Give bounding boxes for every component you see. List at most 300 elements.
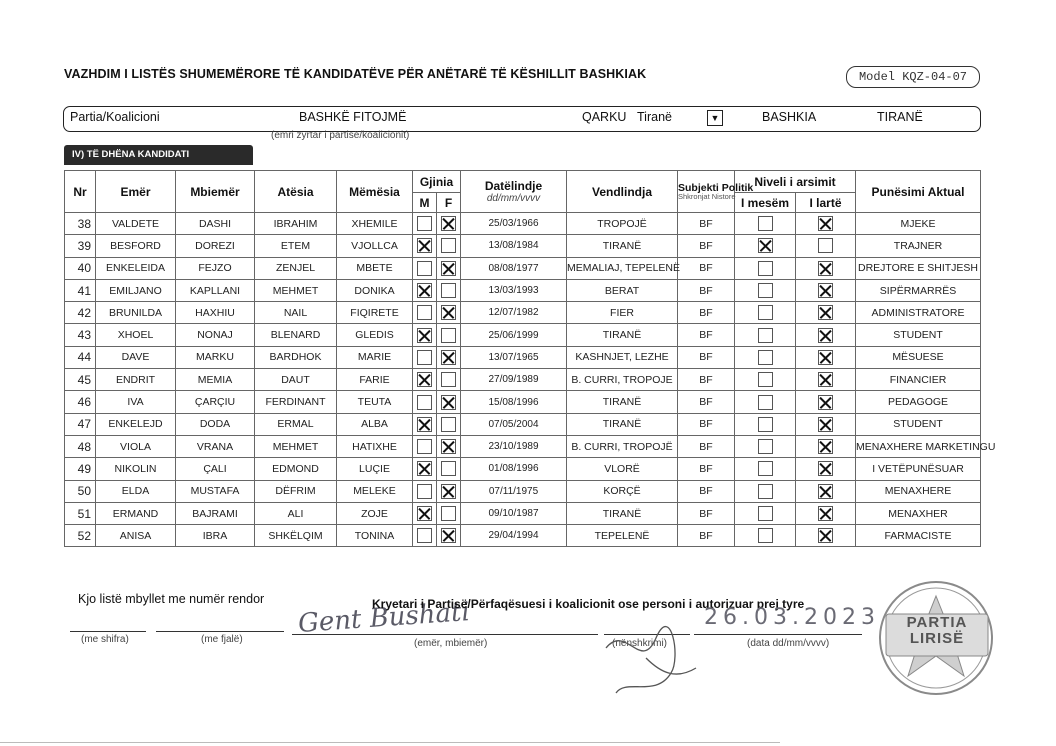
table-row [65, 502, 981, 524]
col-nr: Nr [65, 171, 96, 213]
checkbox[interactable] [758, 461, 773, 476]
cell-gender-f [437, 502, 461, 524]
cell-nr: 43 [65, 324, 96, 346]
cell-atesia: NAIL [255, 302, 337, 324]
cell-edu-larte [796, 257, 856, 279]
cell-dob: 07/11/1975 [461, 480, 567, 502]
cell-edu-larte [796, 413, 856, 435]
cell-mbiemer: MARKU [176, 346, 255, 368]
bottom-rule [0, 742, 780, 743]
date-format: dd/mm/vvvv [486, 193, 541, 204]
col-atesia: Atësia [255, 171, 337, 213]
cell-memesia: ALBA [337, 413, 413, 435]
cell-punesimi: PEDAGOGE [856, 391, 981, 413]
checkbox[interactable] [417, 372, 432, 387]
checkbox[interactable] [417, 506, 432, 521]
cell-edu-larte [796, 502, 856, 524]
cell-punesimi: MENAXHER [856, 502, 981, 524]
cell-gender-m [413, 369, 437, 391]
cell-punesimi: TRAJNER [856, 235, 981, 257]
cell-nr: 47 [65, 413, 96, 435]
checkbox[interactable] [441, 328, 456, 343]
table-row [65, 369, 981, 391]
checkbox[interactable] [818, 283, 833, 298]
col-larte: I lartë [796, 193, 856, 213]
checkbox[interactable] [818, 328, 833, 343]
cell-edu-mesem [735, 324, 796, 346]
cell-mbiemer: ÇARÇIU [176, 391, 255, 413]
checkbox[interactable] [441, 283, 456, 298]
checkbox[interactable] [818, 238, 833, 253]
cell-atesia: ERMAL [255, 413, 337, 435]
cell-nr: 50 [65, 480, 96, 502]
cell-vendlindja: VLORË [567, 458, 678, 480]
cell-nr: 38 [65, 213, 96, 235]
cell-atesia: IBRAHIM [255, 213, 337, 235]
cell-edu-mesem [735, 213, 796, 235]
col-emer: Emër [96, 171, 176, 213]
cell-mbiemer: DODA [176, 413, 255, 435]
cell-edu-mesem [735, 346, 796, 368]
checkbox[interactable] [758, 528, 773, 543]
cell-emer: ENKELEJD [96, 413, 176, 435]
checkbox[interactable] [441, 417, 456, 432]
cell-gender-f [437, 480, 461, 502]
cell-gender-f [437, 525, 461, 547]
cell-punesimi: MENAXHERE MARKETINGU [856, 435, 981, 457]
subjekti-label: Subjekti Politik [678, 181, 754, 194]
handwritten-date: 26.03.2023 [704, 605, 880, 630]
cell-vendlindja: B. CURRI, TROPOJË [567, 435, 678, 457]
checkbox[interactable] [758, 417, 773, 432]
cell-dob: 13/03/1993 [461, 279, 567, 301]
checkbox[interactable] [818, 261, 833, 276]
table-row [65, 391, 981, 413]
cell-mbiemer: FEJZO [176, 257, 255, 279]
bashkia-label: BASHKIA [762, 110, 817, 124]
checkbox[interactable] [758, 261, 773, 276]
cell-subjekti: BF [678, 324, 735, 346]
checkbox[interactable] [818, 439, 833, 454]
cell-vendlindja: FIER [567, 302, 678, 324]
cell-vendlindja: TEPELENË [567, 525, 678, 547]
cell-edu-larte [796, 525, 856, 547]
table-row [65, 213, 981, 235]
checkbox[interactable] [818, 417, 833, 432]
qarku-label: QARKU [582, 110, 627, 124]
cell-edu-larte [796, 369, 856, 391]
cell-subjekti: BF [678, 213, 735, 235]
cell-edu-mesem [735, 391, 796, 413]
cell-subjekti: BF [678, 525, 735, 547]
checkbox[interactable] [441, 216, 456, 231]
cell-gender-m [413, 346, 437, 368]
cell-edu-mesem [735, 480, 796, 502]
cell-mbiemer: VRANA [176, 435, 255, 457]
table-row [65, 279, 981, 301]
cell-gender-f [437, 324, 461, 346]
checkbox[interactable] [758, 305, 773, 320]
cell-atesia: ETEM [255, 235, 337, 257]
cell-atesia: DAUT [255, 369, 337, 391]
checkbox[interactable] [417, 395, 432, 410]
cell-atesia: EDMOND [255, 458, 337, 480]
checkbox[interactable] [818, 216, 833, 231]
checkbox[interactable] [417, 484, 432, 499]
cell-emer: NIKOLIN [96, 458, 176, 480]
cell-nr: 40 [65, 257, 96, 279]
checkbox[interactable] [758, 328, 773, 343]
checkbox[interactable] [417, 439, 432, 454]
cell-dob: 01/08/1996 [461, 458, 567, 480]
cell-edu-mesem [735, 435, 796, 457]
table-row [65, 480, 981, 502]
cell-dob: 09/10/1987 [461, 502, 567, 524]
datelindje-label: Datëlindje [484, 179, 543, 193]
cell-edu-larte [796, 235, 856, 257]
cell-edu-larte [796, 213, 856, 235]
table-row [65, 435, 981, 457]
cell-punesimi: SIPËRMARRËS [856, 279, 981, 301]
dropdown-icon[interactable]: ▼ [707, 110, 723, 126]
cell-gender-f [437, 346, 461, 368]
cell-subjekti: BF [678, 413, 735, 435]
cell-gender-m [413, 279, 437, 301]
document-title: VAZHDIM I LISTËS SHUMEMËRORE TË KANDIDATËVE PËR ANËTARË TË KËSHILLIT BASHKIAK [64, 67, 647, 81]
cell-vendlindja: TIRANË [567, 502, 678, 524]
cell-punesimi: MJEKE [856, 213, 981, 235]
cell-gender-f [437, 369, 461, 391]
name-label: (emër, mbiemër) [414, 638, 488, 649]
cell-emer: XHOEL [96, 324, 176, 346]
cell-punesimi: STUDENT [856, 413, 981, 435]
cell-atesia: ZENJEL [255, 257, 337, 279]
cell-emer: BESFORD [96, 235, 176, 257]
cell-gender-m [413, 480, 437, 502]
cell-subjekti: BF [678, 346, 735, 368]
cell-gender-m [413, 413, 437, 435]
cell-atesia: MEHMET [255, 279, 337, 301]
checkbox[interactable] [441, 395, 456, 410]
cell-memesia: FIQIRETE [337, 302, 413, 324]
checkbox[interactable] [441, 528, 456, 543]
col-punesimi: Punësimi Aktual [856, 171, 981, 213]
cell-punesimi: FARMACISTE [856, 525, 981, 547]
table-row [65, 525, 981, 547]
checkbox[interactable] [417, 528, 432, 543]
cell-emer: VIOLA [96, 435, 176, 457]
cell-mbiemer: BAJRAMI [176, 502, 255, 524]
cell-atesia: FERDINANT [255, 391, 337, 413]
cell-punesimi: MËSUESE [856, 346, 981, 368]
col-subjekti [678, 171, 754, 213]
cell-gender-m [413, 235, 437, 257]
cell-edu-mesem [735, 525, 796, 547]
cell-emer: VALDETE [96, 213, 176, 235]
col-f: F [437, 193, 461, 213]
table-row [65, 257, 981, 279]
cell-vendlindja: KORÇË [567, 480, 678, 502]
checkbox[interactable] [417, 417, 432, 432]
cell-dob: 23/10/1989 [461, 435, 567, 457]
cell-atesia: BLENARD [255, 324, 337, 346]
checkbox[interactable] [758, 506, 773, 521]
cell-gender-f [437, 235, 461, 257]
checkbox[interactable] [758, 350, 773, 365]
checkbox[interactable] [417, 350, 432, 365]
section-tab: IV) TË DHËNA KANDIDATI [64, 145, 253, 165]
cell-subjekti: BF [678, 391, 735, 413]
cell-atesia: ALI [255, 502, 337, 524]
cell-nr: 45 [65, 369, 96, 391]
cell-memesia: LUÇIE [337, 458, 413, 480]
cell-memesia: MARIE [337, 346, 413, 368]
checkbox[interactable] [818, 506, 833, 521]
checkbox[interactable] [441, 439, 456, 454]
cell-atesia: BARDHOK [255, 346, 337, 368]
cell-edu-mesem [735, 302, 796, 324]
bashkia-value: TIRANË [877, 110, 923, 124]
cell-mbiemer: DASHI [176, 213, 255, 235]
cell-emer: ENDRIT [96, 369, 176, 391]
cell-punesimi: MENAXHERE [856, 480, 981, 502]
cell-memesia: DONIKA [337, 279, 413, 301]
cell-gender-m [413, 502, 437, 524]
checkbox[interactable] [417, 216, 432, 231]
col-mesem: I mesëm [735, 193, 796, 213]
checkbox[interactable] [417, 238, 432, 253]
cell-gender-m [413, 525, 437, 547]
col-niveli: Niveli i arsimit [735, 171, 856, 193]
cell-vendlindja: TIRANË [567, 391, 678, 413]
checkbox[interactable] [758, 439, 773, 454]
cell-mbiemer: KAPLLANI [176, 279, 255, 301]
cell-punesimi: FINANCIER [856, 369, 981, 391]
checkbox[interactable] [417, 261, 432, 276]
cell-gender-f [437, 391, 461, 413]
cell-emer: ENKELEIDA [96, 257, 176, 279]
signature-label: (nënshkrimi) [612, 638, 668, 649]
cell-edu-mesem [735, 235, 796, 257]
cell-gender-m [413, 435, 437, 457]
checkbox[interactable] [818, 305, 833, 320]
cell-emer: ELDA [96, 480, 176, 502]
checkbox[interactable] [441, 506, 456, 521]
cell-edu-larte [796, 324, 856, 346]
col-datelindje [461, 171, 567, 213]
cell-edu-larte [796, 435, 856, 457]
checkbox[interactable] [441, 238, 456, 253]
cell-nr: 39 [65, 235, 96, 257]
cell-gender-f [437, 458, 461, 480]
cell-gender-f [437, 279, 461, 301]
cell-gender-m [413, 391, 437, 413]
checkbox[interactable] [818, 528, 833, 543]
cell-edu-mesem [735, 413, 796, 435]
cell-vendlindja: TROPOJË [567, 213, 678, 235]
checkbox[interactable] [818, 372, 833, 387]
checkbox[interactable] [758, 484, 773, 499]
cell-subjekti: BF [678, 279, 735, 301]
cell-dob: 25/06/1999 [461, 324, 567, 346]
cell-dob: 13/08/1984 [461, 235, 567, 257]
cell-vendlindja: MEMALIAJ, TEPELENË [567, 257, 678, 279]
cell-edu-larte [796, 480, 856, 502]
cell-edu-larte [796, 391, 856, 413]
cell-edu-mesem [735, 257, 796, 279]
cell-emer: DAVE [96, 346, 176, 368]
cell-mbiemer: DOREZI [176, 235, 255, 257]
checkbox[interactable] [441, 461, 456, 476]
cell-vendlindja: BERAT [567, 279, 678, 301]
checkbox[interactable] [758, 216, 773, 231]
cell-emer: BRUNILDA [96, 302, 176, 324]
cell-emer: ANISA [96, 525, 176, 547]
cell-memesia: FARIE [337, 369, 413, 391]
col-memesia: Mëmësia [337, 171, 413, 213]
cell-mbiemer: MEMIA [176, 369, 255, 391]
cell-nr: 49 [65, 458, 96, 480]
cell-atesia: MEHMET [255, 435, 337, 457]
table-row [65, 324, 981, 346]
model-code: Model KQZ-04-07 [846, 66, 980, 88]
cell-nr: 46 [65, 391, 96, 413]
fjale-line [156, 631, 284, 632]
candidates-table [64, 170, 996, 547]
stamp-text: PARTIA LIRISË [906, 614, 968, 647]
cell-dob: 13/07/1965 [461, 346, 567, 368]
cell-emer: EMILJANO [96, 279, 176, 301]
checkbox[interactable] [441, 261, 456, 276]
cell-punesimi: DREJTORE E SHITJESH [856, 257, 981, 279]
cell-dob: 08/08/1977 [461, 257, 567, 279]
checkbox[interactable] [417, 305, 432, 320]
cell-nr: 44 [65, 346, 96, 368]
cell-subjekti: BF [678, 502, 735, 524]
party-name-note: (emri zyrtar i partisë/koalicionit) [271, 130, 410, 141]
closing-text: Kjo listë mbyllet me numër rendor [78, 592, 265, 606]
cell-emer: ERMAND [96, 502, 176, 524]
cell-nr: 48 [65, 435, 96, 457]
signature-scribble [586, 618, 706, 708]
cell-gender-f [437, 413, 461, 435]
cell-memesia: HATIXHE [337, 435, 413, 457]
table-row [65, 413, 981, 435]
party-row-box [63, 106, 981, 132]
cell-edu-larte [796, 346, 856, 368]
cell-memesia: ZOJE [337, 502, 413, 524]
cell-punesimi: ADMINISTRATORE [856, 302, 981, 324]
cell-gender-m [413, 213, 437, 235]
cell-punesimi: STUDENT [856, 324, 981, 346]
checkbox[interactable] [417, 328, 432, 343]
fjale-label: (me fjalë) [201, 634, 243, 645]
cell-subjekti: BF [678, 302, 735, 324]
cell-gender-m [413, 324, 437, 346]
cell-memesia: GLEDIS [337, 324, 413, 346]
checkbox[interactable] [441, 484, 456, 499]
checkbox[interactable] [818, 395, 833, 410]
checkbox[interactable] [417, 461, 432, 476]
checkbox[interactable] [441, 372, 456, 387]
cell-subjekti: BF [678, 480, 735, 502]
cell-memesia: XHEMILE [337, 213, 413, 235]
cell-nr: 51 [65, 502, 96, 524]
cell-atesia: DËFRIM [255, 480, 337, 502]
name-line [292, 634, 598, 635]
cell-edu-larte [796, 458, 856, 480]
checkbox[interactable] [758, 372, 773, 387]
checkbox[interactable] [417, 283, 432, 298]
cell-memesia: VJOLLCA [337, 235, 413, 257]
cell-subjekti: BF [678, 458, 735, 480]
date-line [694, 634, 862, 635]
cell-subjekti: BF [678, 235, 735, 257]
cell-mbiemer: ÇALI [176, 458, 255, 480]
cell-edu-mesem [735, 458, 796, 480]
cell-nr: 42 [65, 302, 96, 324]
cell-mbiemer: MUSTAFA [176, 480, 255, 502]
checkbox[interactable] [758, 283, 773, 298]
chair-text: Kryetari i Partisë/Përfaqësuesi i koalicionit ose personi i autorizuar prej tyre [372, 597, 805, 611]
cell-dob: 27/09/1989 [461, 369, 567, 391]
cell-mbiemer: NONAJ [176, 324, 255, 346]
cell-vendlindja: KASHNJET, LEZHE [567, 346, 678, 368]
cell-emer: IVA [96, 391, 176, 413]
cell-vendlindja: TIRANË [567, 413, 678, 435]
cell-memesia: MELEKE [337, 480, 413, 502]
checkbox[interactable] [818, 461, 833, 476]
cell-dob: 15/08/1996 [461, 391, 567, 413]
cell-punesimi: I VETËPUNËSUAR [856, 458, 981, 480]
cell-edu-mesem [735, 502, 796, 524]
cell-dob: 12/07/1982 [461, 302, 567, 324]
cell-dob: 25/03/1966 [461, 213, 567, 235]
cell-nr: 52 [65, 525, 96, 547]
checkbox[interactable] [758, 238, 773, 253]
party-name: BASHKË FITOJMË [299, 110, 407, 124]
cell-gender-f [437, 435, 461, 457]
checkbox[interactable] [441, 350, 456, 365]
cell-gender-m [413, 257, 437, 279]
cell-nr: 41 [65, 279, 96, 301]
checkbox[interactable] [818, 350, 833, 365]
shifra-line [70, 631, 146, 632]
cell-gender-f [437, 213, 461, 235]
subjekti-note: Shkronjat Nistore [678, 191, 736, 201]
cell-vendlindja: TIRANË [567, 324, 678, 346]
col-vendlindja: Vendlindja [567, 171, 678, 213]
cell-mbiemer: IBRA [176, 525, 255, 547]
table-row [65, 302, 981, 324]
cell-gender-f [437, 257, 461, 279]
cell-edu-larte [796, 279, 856, 301]
checkbox[interactable] [758, 395, 773, 410]
cell-dob: 07/05/2004 [461, 413, 567, 435]
party-label: Partia/Koalicioni [70, 110, 160, 124]
cell-dob: 29/04/1994 [461, 525, 567, 547]
cell-subjekti: BF [678, 435, 735, 457]
checkbox[interactable] [441, 305, 456, 320]
shifra-label: (me shifra) [81, 634, 129, 645]
cell-mbiemer: HAXHIU [176, 302, 255, 324]
cell-gender-m [413, 458, 437, 480]
date-label: (data dd/mm/vvvv) [747, 638, 830, 649]
cell-edu-mesem [735, 279, 796, 301]
table-row [65, 458, 981, 480]
checkbox[interactable] [818, 484, 833, 499]
cell-memesia: TEUTA [337, 391, 413, 413]
